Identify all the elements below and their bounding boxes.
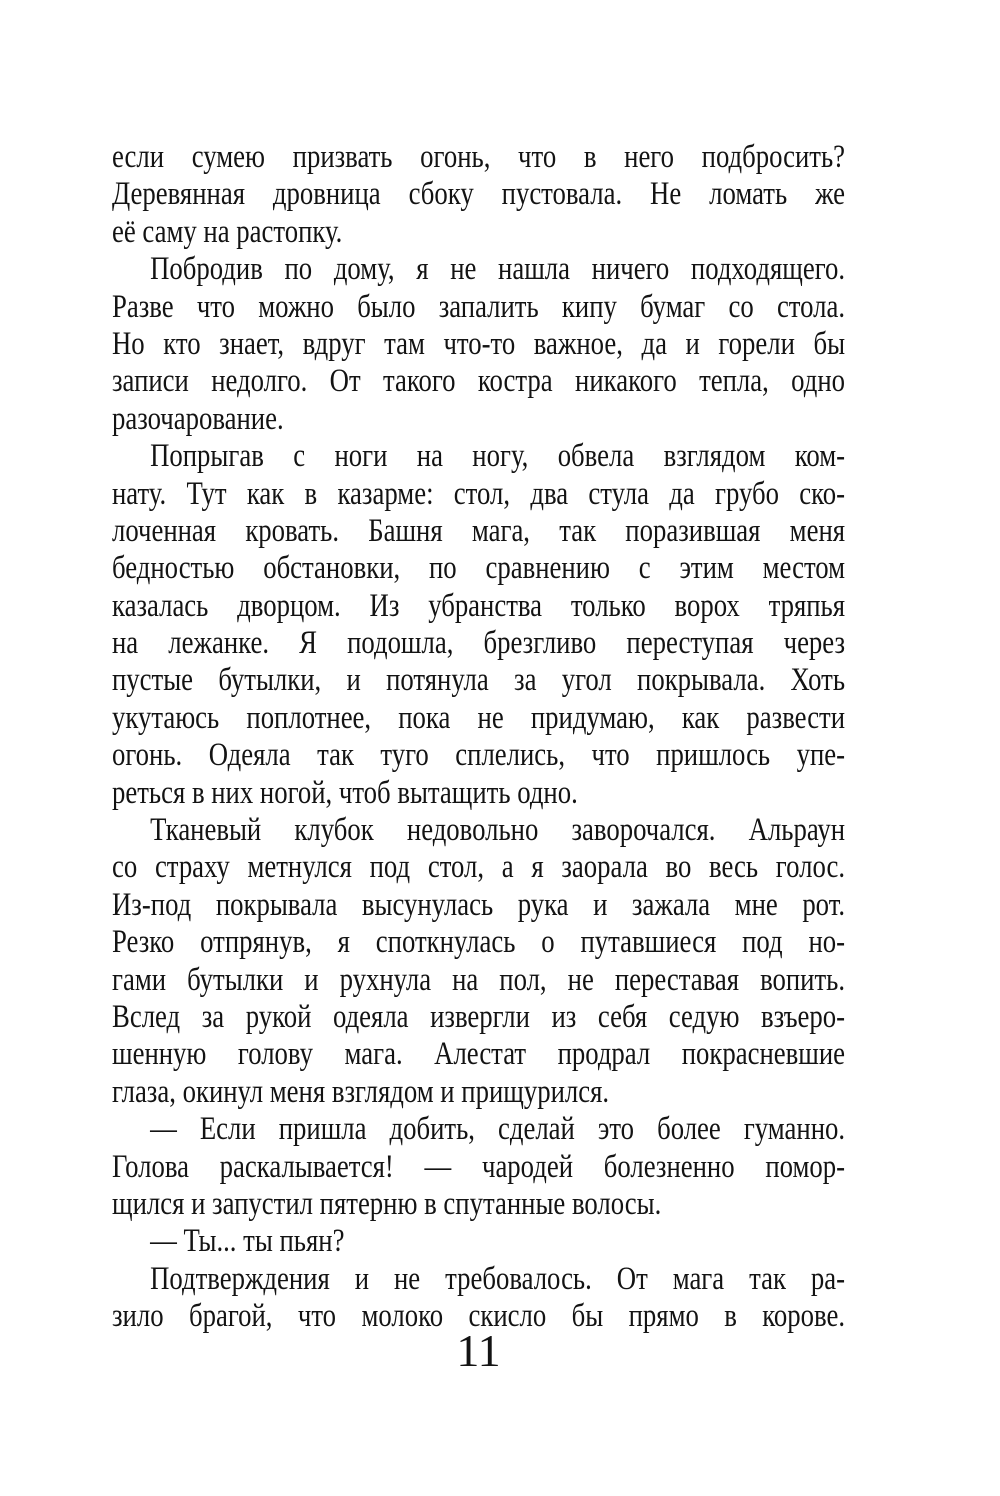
text-line: Тканевый клубок недовольно заворочался. Альраун	[150, 812, 846, 849]
text-line: шенную голову мага. Алестат продрал покрасневшие	[112, 1036, 846, 1073]
text-line: казалась дворцом. Из убранства только ворох тряпья	[112, 587, 846, 624]
text-line: зило брагой, что молоко скисло бы прямо в корове.	[112, 1298, 846, 1335]
text-line: Вслед за рукой одеяла извергли из себя седую взъеро-	[112, 998, 846, 1035]
text-line: гами бутылки и рухнула на пол, не переставая вопить.	[112, 961, 846, 998]
text-line: Попрыгав с ноги на ногу, обвела взглядом ком-	[150, 438, 846, 475]
text-line: Голова раскалывается! — чародей болезненно помор-	[112, 1148, 846, 1185]
text-line: — Если пришла добить, сделай это более гуманно.	[150, 1111, 846, 1148]
text-line: Побродив по дому, я не нашла ничего подходящего.	[150, 251, 846, 288]
text-line: её саму на растопку.	[112, 213, 343, 250]
text-line: реться в них ногой, чтоб вытащить одно.	[112, 774, 578, 811]
text-line: записи недолго. От такого костра никакого тепла, одно	[112, 363, 846, 400]
page-number: 11	[456, 1325, 501, 1376]
text-line: огонь. Одеяла так туго сплелись, что пришлось упе-	[112, 737, 846, 774]
text-line: бедностью обстановки, по сравнению с этим местом	[112, 550, 846, 587]
text-line: щился и запустил пятерню в спутанные волосы.	[112, 1185, 662, 1222]
text-line: глаза, окинул меня взглядом и прищурился.	[112, 1073, 610, 1110]
text-line: Разве что можно было запалить кипу бумаг со стола.	[112, 288, 846, 325]
text-line: Деревянная дровница сбоку пустовала. Не ломать же	[112, 176, 846, 213]
text-line: Но кто знает, вдруг там что-то важное, да и горели бы	[112, 325, 846, 362]
text-line: лоченная кровать. Башня мага, так поразившая меня	[112, 512, 846, 549]
text-line: пустые бутылки, и потянула за угол покрывала. Хоть	[112, 662, 846, 699]
text-line: нату. Тут как в казарме: стол, два стула да грубо ско-	[112, 475, 846, 512]
page-text-block	[112, 139, 845, 1336]
text-line: — Ты... ты пьян?	[150, 1223, 345, 1260]
text-line: если сумею призвать огонь, что в него подбросить?	[112, 139, 846, 175]
text-line: на лежанке. Я подошла, брезгливо переступая через	[112, 625, 846, 662]
text-line: Из-под покрывала высунулась рука и зажала мне рот.	[112, 886, 846, 923]
text-line: со страху метнулся под стол, а я заорала во весь голос.	[112, 849, 846, 886]
text-line: Подтверждения и не требовалось. От мага так ра-	[150, 1260, 846, 1297]
text-line: Резко отпрянув, я споткнулась о путавшиеся под но-	[112, 924, 846, 961]
text-line: укутаюсь поплотнее, пока не придумаю, как развести	[112, 699, 846, 736]
text-line: разочарование.	[112, 400, 284, 437]
